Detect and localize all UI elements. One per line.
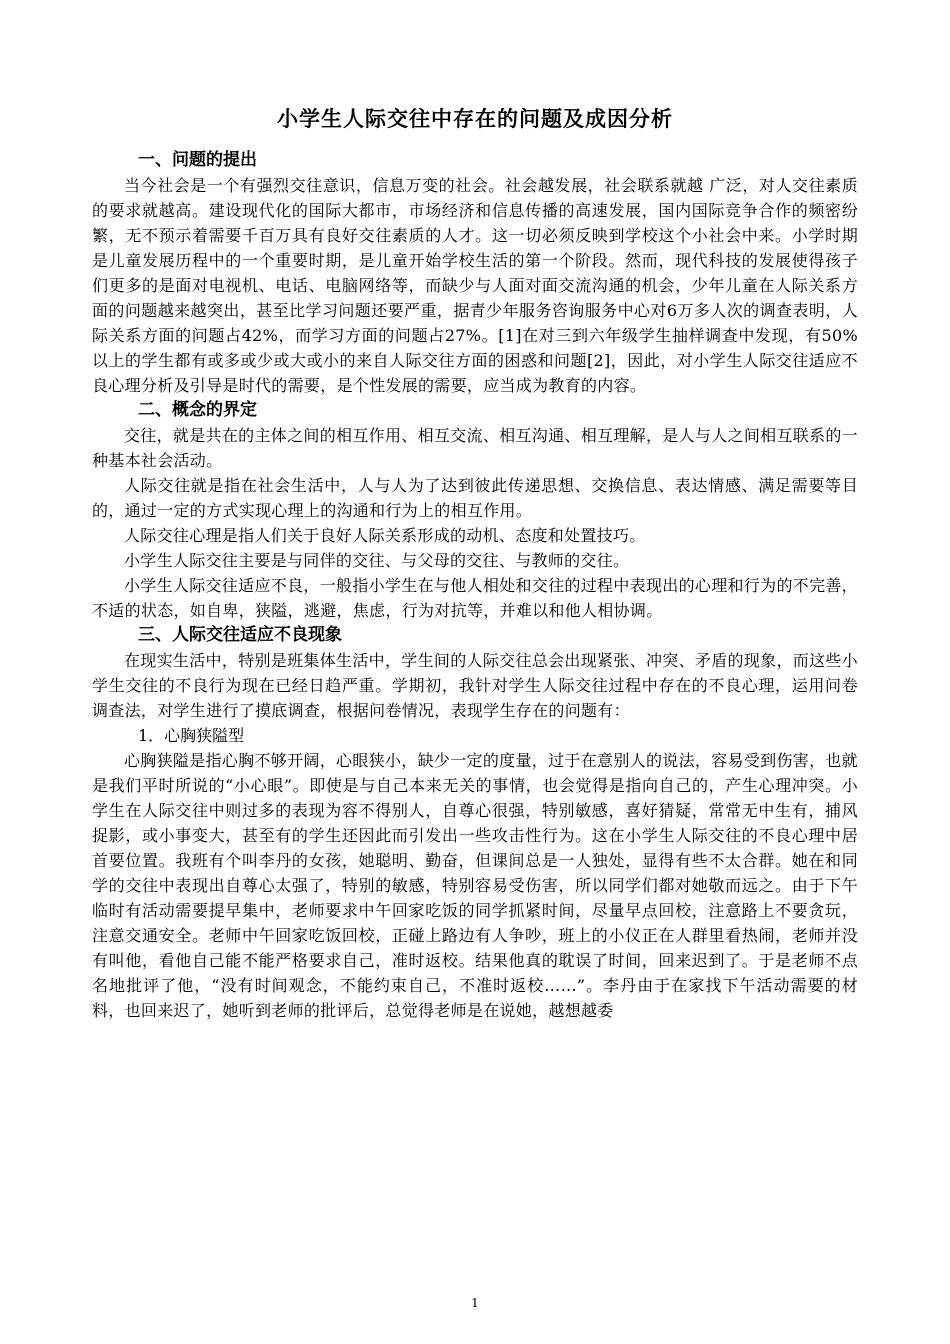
section-problem — [92, 148, 858, 398]
document-title: 小学生人际交往中存在的问题及成因分析 — [277, 107, 673, 131]
body-paragraph: 人际交往就是指在社会生活中，人与人为了达到彼此传递思想、交换信息、表达情感、满足需要等目的，通过一定的方式实现心理上的沟通和行为上的相互作用。 — [92, 476, 858, 520]
body-paragraph: 当今社会是一个有强烈交往意识，信息万变的社会。社会越发展，社会联系就越 广泛，对人交往素质的要求就越高。建设现代化的国际大都市，市场经济和信息传播的高速发展，国内国际竞争合作的频密纷繁，无不预示着需要千百万具有良好交往素质的人才。这一切必须反映到学校这个小社会中来。小学时期是儿童发展历程中的一个重要时期，是儿童开始学校生活的第一个阶段。然而，现代科技的发展使得孩子们更多的是面对电视机、电话、电脑网络等，而缺少与人面对面交流沟通的机会，少年儿童在人际关系方面的问题越来越突出，甚至比学习问题还要严重，据青少年服务咨询服务中心对6万多人次的调查表明，人际关系方面的问题占42%，而学习方面的问题占27%。[1]在对三到六年级学生抽样调查中发现，有50%以上的学生都有或多或少或大或小的来自人际交往方面的困惑和问题[2]，因此，对小学生人际交往适应不良心理分析及引导是时代的需要，是个性发展的需要，应当成为教育的内容。 — [92, 176, 858, 395]
body-paragraph: 交往，就是共在的主体之间的相互作用、相互交流、相互沟通、相互理解，是人与人之间相互联系的一种基本社会活动。 — [92, 426, 858, 470]
section-heading: 一、问题的提出 — [138, 150, 257, 170]
body-paragraph: 在现实生活中，特别是班集体生活中，学生间的人际交往总会出现紧张、冲突、矛盾的现象，而这些小学生交往的不良行为现在已经日趋严重。学期初，我针对学生人际交往过程中存在的不良心理，运用问卷调查法，对学生进行了摸底调查，根据问卷情况，表现学生存在的问题有： — [92, 651, 858, 720]
section-definition — [92, 398, 858, 623]
body-paragraph: 小学生人际交往主要是与同伴的交往、与父母的交往、与教师的交往。 — [124, 551, 630, 570]
body-paragraph: 小学生人际交往适应不良，一般指小学生在与他人相处和交往的过程中表现出的心理和行为的不完善，不适的状态，如自卑，狭隘，逃避，焦虑，行为对抗等，并难以和他人相协调。 — [92, 576, 858, 620]
section-heading: 二、概念的界定 — [138, 400, 257, 420]
body-paragraph: 心胸狭隘是指心胸不够开阔，心眼狭小，缺少一定的度量，过于在意别人的说法，容易受到伤害，也就是我们平时所说的“小心眼”。即使是与自己本来无关的事情，也会觉得是指向自己的，产生心理冲突。小学生在人际交往中则过多的表现为容不得别人，自尊心很强，特别敏感，喜好猜疑，常常无中生有，捕风捉影，或小事变大，甚至有的学生还因此而引发出一些攻击性行为。这在小学生人际交往的不良心理中居首要位置。我班有个叫李丹的女孩，她聪明、勤奋，但课间总是一人独处，显得有些不太合群。她在和同学的交往中表现出自尊心太强了，特别的敏感，特别容易受伤害，所以同学们都对她敬而远之。由于下午临时有活动需要提早集中，老师要求中午回家吃饭的同学抓紧时间，尽量早点回校，注意路上不要贪玩，注意交通安全。老师中午回家吃饭回校，正碰上路边有人争吵，班上的小仪正在人群里看热闹，老师并没有叫他，看他自己能不能严格要求自己，准时返校。结果他真的耽误了时间，回来迟到了。于是老师不点名地批评了他，“没有时间观念，不能约束自己，不准时返校……”。李丹由于在家找下午活动需要的材料，也回来迟了，她听到老师的批评后，总觉得老师是在说她，越想越委 — [92, 751, 858, 1020]
body-paragraph: 人际交往心理是指人们关于良好人际关系形成的动机、态度和处置技巧。 — [124, 526, 646, 545]
section-phenomena — [92, 623, 858, 1023]
section-heading: 三、人际交往适应不良现象 — [138, 625, 342, 645]
subsection-heading: 1．心胸狭隘型 — [138, 726, 245, 745]
page-number: 1 — [471, 1296, 479, 1310]
